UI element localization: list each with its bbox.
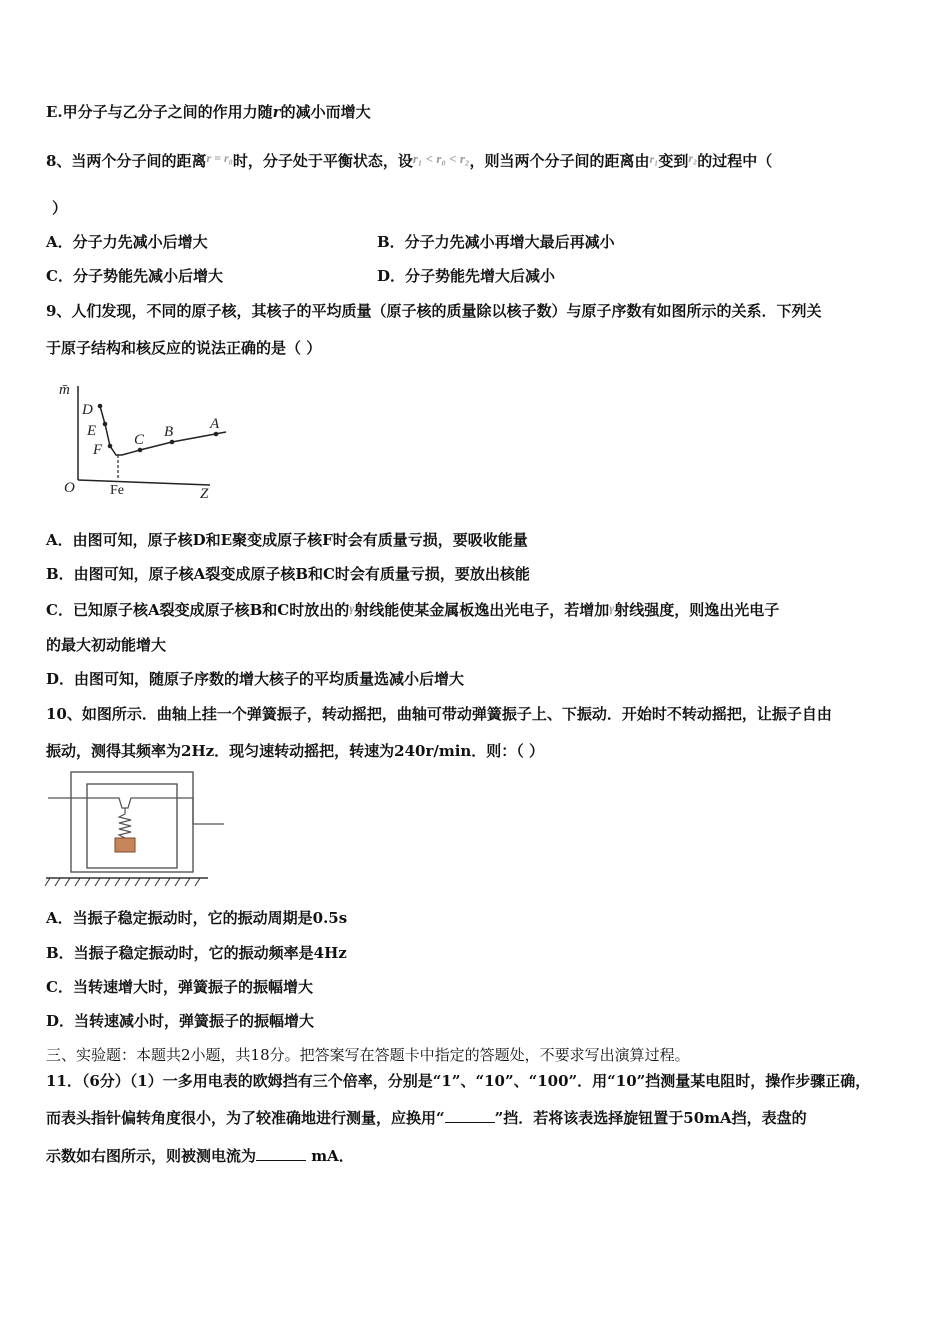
q10-option-c: C．当转速增大时，弹簧振子的振幅增大 xyxy=(46,978,313,996)
q8-stem-part5: 的过程中（ xyxy=(697,152,773,170)
option-e-var: r xyxy=(272,103,281,121)
q8-option-a: A．分子力先减小后增大 xyxy=(46,233,208,251)
q9-option-b: B．由图可知，原子核A裂变成原子核B和C时会有质量亏损，要放出核能 xyxy=(46,565,530,583)
label-e: E xyxy=(87,423,97,439)
option-e-suffix: 的减小而增大 xyxy=(280,103,371,121)
q9-option-d: D．由图可知，随原子序数的增大核子的平均质量选减小后增大 xyxy=(46,670,465,688)
q8-option-c: C．分子势能先减小后增大 xyxy=(46,267,223,285)
q8-formula-r2: r₂ xyxy=(688,151,698,165)
label-f: F xyxy=(93,442,103,458)
inner-frame xyxy=(87,784,177,868)
mass-curve xyxy=(100,406,226,455)
q11-line2-part1: 而表头指针偏转角度很小，为了较准确地进行测量，应换用“ xyxy=(46,1109,445,1127)
ground-hatching xyxy=(45,878,200,886)
q9-option-a: A．由图可知，原子核D和E聚变成原子核F时会有质量亏损，要吸收能量 xyxy=(46,531,528,549)
q8-stem-part4: 变到 xyxy=(658,152,689,170)
q8-stem-part3: ，则当两个分子间的距离由 xyxy=(469,152,650,170)
answer-blank-1[interactable] xyxy=(445,1108,495,1123)
q8-formula-r-eq-r0: r = r₀ xyxy=(206,151,233,165)
q9-stem-line2: 于原子结构和核反应的说法正确的是（ ） xyxy=(46,339,322,357)
label-c: C xyxy=(134,432,145,448)
q11-line3-part2: mA． xyxy=(311,1147,354,1165)
label-d: D xyxy=(82,402,93,418)
label-xlabel: Z xyxy=(200,486,209,502)
point-b xyxy=(170,440,175,445)
q8-option-b: B．分子力先减小再增大最后再减小 xyxy=(377,233,615,251)
q8-stem xyxy=(46,148,772,171)
q11-line3-part1: 示数如右图所示，则被测电流为 xyxy=(46,1147,257,1165)
option-e-prefix: E. xyxy=(46,103,63,121)
q10-spring-figure xyxy=(44,768,230,892)
q11-line2 xyxy=(46,1108,807,1128)
label-a: A xyxy=(210,416,220,432)
q10-stem-line1: 10、如图所示．曲轴上挂一个弹簧振子，转动摇把，曲轴可带动弹簧振子上、下振动．开始时不转动摇把，让振子自由 xyxy=(46,705,832,723)
label-b: B xyxy=(164,424,174,440)
q8-close-paren: ） xyxy=(52,199,68,217)
section-3-heading: 三、实验题：本题共2小题，共18分。把答案写在答题卡中指定的答题处，不要求写出演算过程。 xyxy=(46,1046,690,1064)
option-e-text: 甲分子与乙分子之间的作用力随 xyxy=(62,103,273,121)
x-axis xyxy=(78,480,210,485)
q10-stem-line2: 振动，测得其频率为2Hz．现匀速转动摇把，转速为240r/min．则：（ ） xyxy=(46,742,545,760)
q8-formula-range: r₁ < r₀ < r₂ xyxy=(412,151,470,166)
answer-blank-2[interactable] xyxy=(256,1146,306,1161)
label-ylabel: m̄ xyxy=(59,382,70,398)
crank-shaft xyxy=(48,798,224,824)
spring xyxy=(119,808,131,840)
point-f xyxy=(108,444,113,449)
q8-formula-r1: r₁ xyxy=(649,152,659,166)
q10-option-d: D．当转速减小时，弹簧振子的振幅增大 xyxy=(46,1012,315,1030)
gamma-symbol: γ xyxy=(349,601,355,615)
q10-option-b: B．当振子稳定振动时，它的振动频率是4Hz xyxy=(46,944,347,962)
q9-option-c-part1: C．已知原子核A裂变成原子核B和C时放出的 xyxy=(46,601,350,619)
q9-option-c xyxy=(46,598,779,620)
point-c xyxy=(138,448,143,453)
q8-option-d: D．分子势能先增大后减小 xyxy=(377,267,556,285)
q9-option-c-line2: 的最大初动能增大 xyxy=(46,636,167,654)
q10-option-a: A．当振子稳定振动时，它的振动周期是0.5s xyxy=(46,909,348,927)
gamma-symbol-2: γ xyxy=(609,601,615,615)
q8-stem-part2: 时，分子处于平衡状态，设 xyxy=(232,152,413,170)
q8-stem-part1: 8、当两个分子间的距离 xyxy=(46,152,207,170)
point-d xyxy=(98,404,103,409)
q9-stem-line1: 9、人们发现，不同的原子核，其核子的平均质量（原子核的质量除以核子数）与原子序数有如图所示的关系．下列关 xyxy=(46,302,822,320)
option-e xyxy=(46,102,371,122)
q9-option-c-part2: 射线能使某金属板逸出光电子，若增加 xyxy=(354,601,610,619)
point-a xyxy=(214,432,219,437)
q9-option-c-part3: 射线强度，则逸出光电子 xyxy=(614,601,780,619)
label-origin: O xyxy=(64,480,75,496)
point-e xyxy=(103,422,108,427)
q11-line1: 11．（6分）（1）一多用电表的欧姆挡有三个倍率，分别是“1”、“10”、“100”．用“10”挡测量某电阻时，操作步骤正确， xyxy=(46,1072,871,1090)
q11-line2-part2: ”挡．若将该表选择旋钮置于50mA挡，表盘的 xyxy=(494,1109,807,1127)
label-fe: Fe xyxy=(110,483,124,498)
outer-frame xyxy=(71,772,193,872)
oscillator-block xyxy=(115,838,135,852)
q11-line3 xyxy=(46,1146,354,1166)
q9-figure xyxy=(58,376,238,504)
